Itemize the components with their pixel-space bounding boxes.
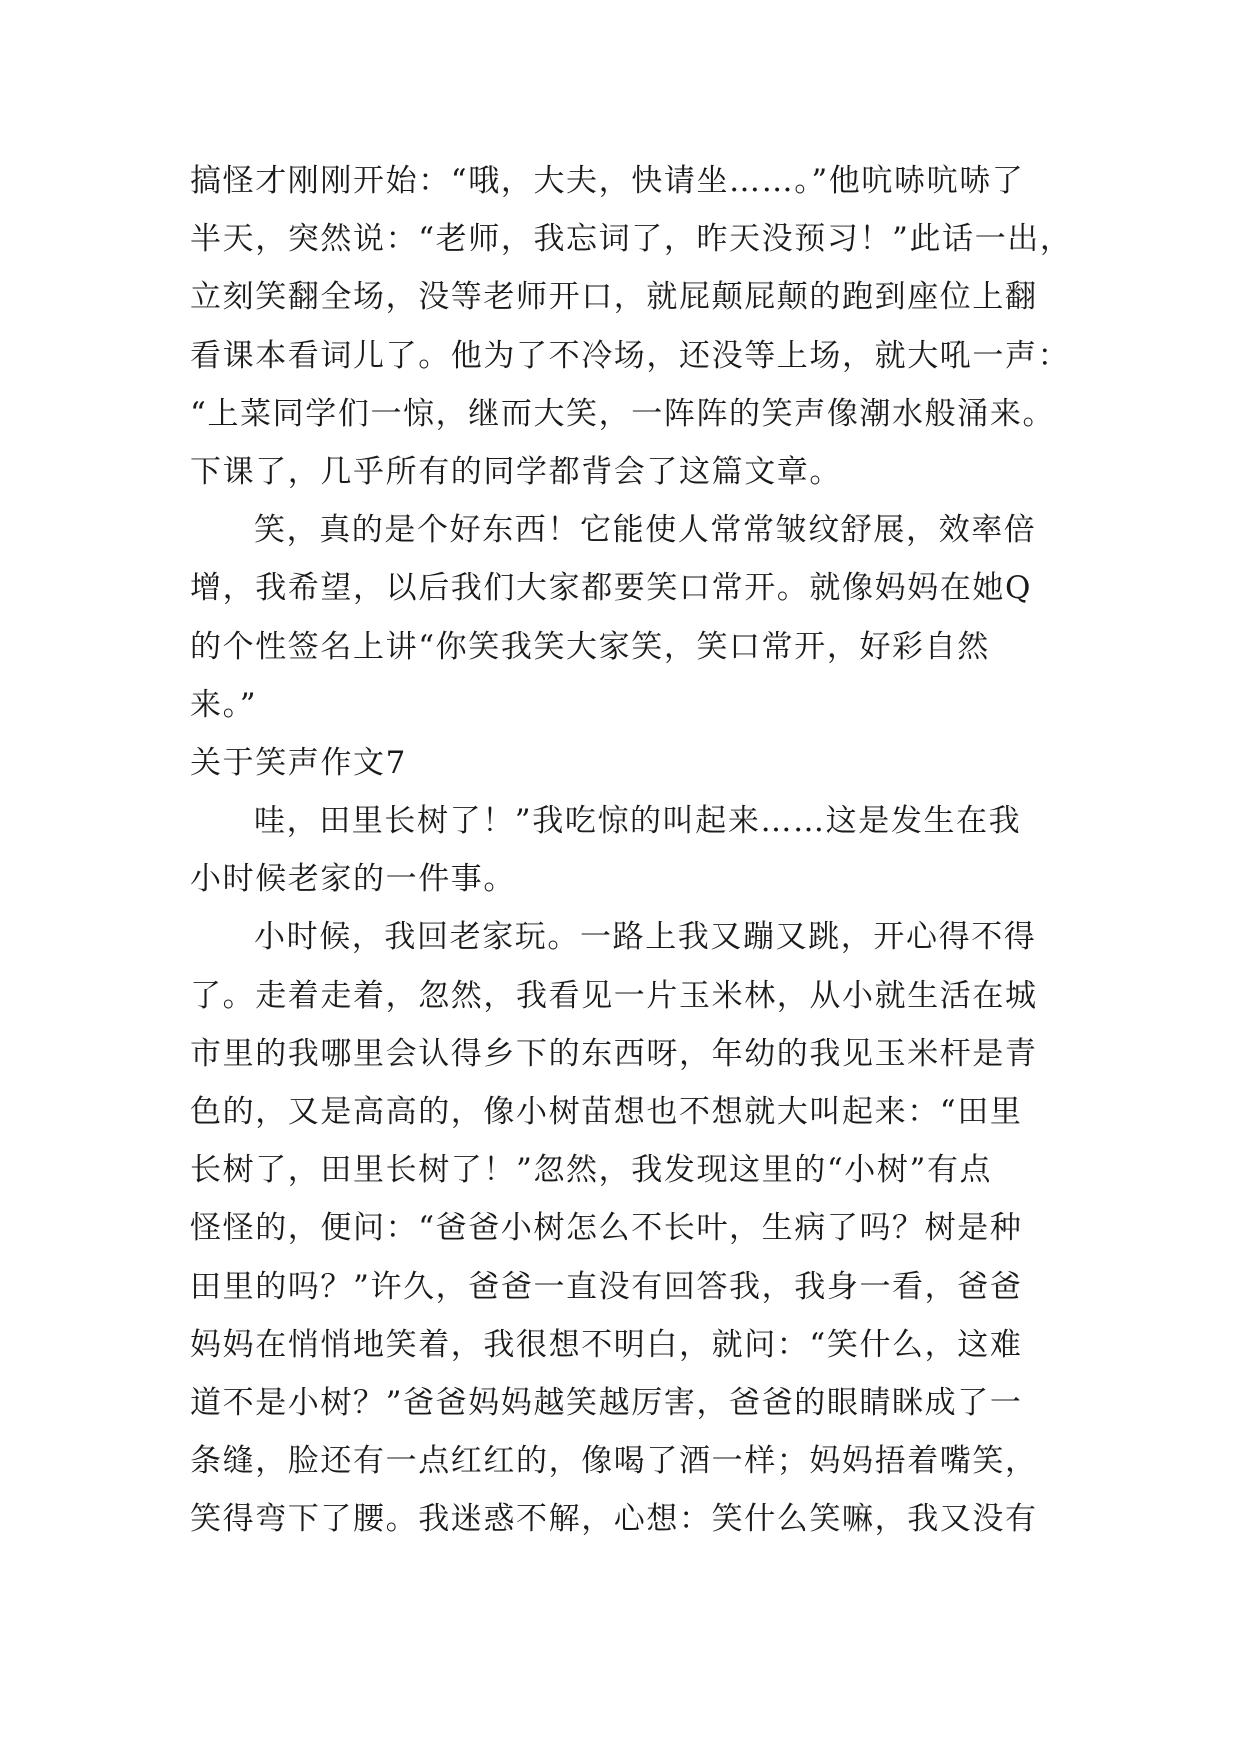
text-line: 田里的吗？”许久，爸爸一直没有回答我，我身一看，爸爸 [190, 1268, 1023, 1305]
section-heading: 关于笑声作文7 [190, 744, 407, 781]
text-line: 看课本看词儿了。他为了不冷场，还没等上场，就大吼一声： [190, 337, 1071, 374]
text-line: “上菜同学们一惊，继而大笑，一阵阵的笑声像潮水般涌来。 [190, 395, 1056, 432]
text-line: 笑得弯下了腰。我迷惑不解，心想：笑什么笑嘛，我又没有 [190, 1501, 1038, 1538]
text-line: 下课了，几乎所有的同学都背会了这篇文章。 [190, 453, 842, 490]
text-line: 怪怪的，便问：“爸爸小树怎么不长叶，生病了吗？树是种 [190, 1210, 1023, 1247]
text-line: 立刻笑翻全场，没等老师开口，就屁颠屁颠的跑到座位上翻 [190, 279, 1038, 316]
text-line: 条缝，脸还有一点红红的，像喝了酒一样；妈妈捂着嘴笑， [190, 1443, 1038, 1480]
text-line: 的个性签名上讲“你笑我笑大家笑，笑口常开，好彩自然 [190, 628, 990, 665]
text-line: 哇，田里长树了！”我吃惊的叫起来……这是发生在我 [254, 803, 1022, 840]
text-line: 道不是小树？”爸爸妈妈越笑越厉害，爸爸的眼睛眯成了一 [190, 1384, 1023, 1421]
text-line: 来。” [190, 686, 258, 723]
text-line: 小时候，我回老家玩。一路上我又蹦又跳，开心得不得 [254, 919, 1037, 956]
text-line: 色的，又是高高的，像小树苗想也不想就大叫起来：“田里 [190, 1094, 1023, 1130]
text-line: 长树了，田里长树了！”忽然，我发现这里的“小树”有点 [190, 1152, 993, 1189]
text-line: 了。走着走着，忽然，我看见一片玉米林，从小就生活在城 [190, 977, 1038, 1014]
text-line: 市里的我哪里会认得乡下的东西呀，年幼的我见玉米杆是青 [190, 1035, 1038, 1072]
text-line: 搞怪才刚刚开始：“哦，大夫，快请坐……。”他吭哧吭哧了 [190, 163, 1025, 199]
essay-text [190, 152, 1073, 1549]
text-line: 半天，突然说：“老师，我忘词了，昨天没预习！”此话一出， [190, 221, 1073, 258]
text-line: 小时候老家的一件事。 [190, 861, 516, 898]
text-line: 增，我希望，以后我们大家都要笑口常开。就像妈妈在她Q [190, 570, 1033, 607]
text-line: 笑，真的是个好东西！它能使人常常皱纹舒展，效率倍 [254, 512, 1037, 549]
text-line: 妈妈在悄悄地笑着，我很想不明白，就问：“笑什么，这难 [190, 1326, 1023, 1363]
